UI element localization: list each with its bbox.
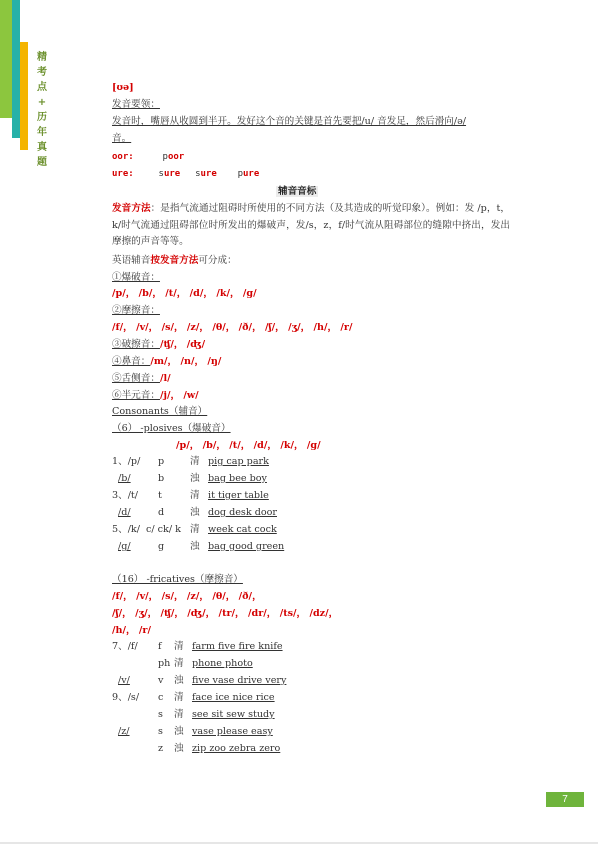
sidebar-teal-bar bbox=[12, 0, 20, 138]
page-number: 7 bbox=[546, 792, 584, 807]
examples-cell: week cat cock bbox=[208, 524, 277, 535]
phoneme-cell: 5、/k/ bbox=[112, 524, 140, 535]
letters-cell: s bbox=[158, 726, 163, 737]
classify-term: 按发音方法 bbox=[150, 255, 199, 266]
phoneme-cell: 3、/t/ bbox=[112, 490, 139, 501]
cat-affricate-label: ③破擦音： bbox=[112, 339, 160, 350]
method-text: ：是指气流通过阻碍时所使用的不同方法（及其造成的听觉印象）。例如：发 /p，t，k/时气流通过阻碍部位时所发出的爆破声，发/s，z，f/时气流从阻碍部位的缝隙中挤出，发出摩擦的声音等等。 bbox=[112, 203, 510, 247]
cat-affricate-list: /ʧ/， /ʤ/ bbox=[159, 339, 206, 350]
phoneme-cell: 9、/s/ bbox=[112, 692, 140, 703]
examples-cell: bag bee boy bbox=[208, 473, 267, 484]
cat-semivowel bbox=[112, 390, 199, 402]
letters-cell: b bbox=[158, 473, 165, 484]
method-term: 发音方法 bbox=[112, 203, 151, 214]
cat-lateral bbox=[112, 373, 171, 385]
letters-cell: f bbox=[158, 641, 162, 652]
cat-lateral-label: ⑤舌侧音： bbox=[112, 373, 160, 384]
letters-cell: ph bbox=[158, 658, 171, 669]
type-cell: 清 bbox=[190, 456, 200, 467]
examples-cell: face ice nice rice bbox=[192, 692, 275, 703]
type-cell: 清 bbox=[190, 490, 200, 501]
letters-cell: d bbox=[158, 507, 165, 518]
examples-cell: phone photo bbox=[192, 658, 253, 669]
fricatives-list-line3: /h/， /r/ bbox=[112, 625, 151, 636]
phoneme-cell: 7、/f/ bbox=[112, 641, 138, 652]
cat-plosive-list: /p/， /b/， /t/， /d/， /k/， /g/ bbox=[112, 288, 257, 299]
method-paragraph bbox=[112, 201, 510, 251]
type-cell: 清 bbox=[174, 658, 184, 669]
sidebar-label: 精 考 点 + 历 年 真 题 bbox=[37, 52, 47, 168]
type-cell: 清 bbox=[174, 709, 184, 720]
ure-word1-prefix: s bbox=[158, 169, 164, 179]
vowel-desc-line1: 发音时，嘴唇从收圆到半开。发好这个音的关键是首先要把/u/ 音发足，然后滑向/ə/ bbox=[112, 116, 467, 127]
cat-plosive-label: ①爆破音： bbox=[112, 272, 160, 283]
type-cell: 浊 bbox=[174, 743, 184, 754]
fricatives-list-line1: /f/， /v/， /s/， /z/， /θ/， /ð/， bbox=[112, 591, 262, 602]
oor-label: oor: bbox=[112, 152, 134, 162]
cat-lateral-list: /l/ bbox=[159, 373, 171, 384]
consonant-heading-text: 辅音音标 bbox=[278, 186, 317, 197]
oor-word-suffix: oor bbox=[167, 152, 185, 162]
cat-fricative-label: ②摩擦音： bbox=[112, 305, 160, 316]
letters-cell: s bbox=[158, 709, 163, 720]
phoneme-cell: /d/ bbox=[118, 507, 131, 518]
examples-cell: five vase drive very bbox=[192, 675, 287, 686]
cat-fricative-list: /f/， /v/， /s/， /z/， /θ/， /ð/， /ʃ/， /ʒ/， /h/， /r/ bbox=[112, 322, 353, 333]
sidebar-orange-bar bbox=[20, 42, 28, 150]
type-cell: 浊 bbox=[174, 675, 184, 686]
cat-semivowel-label: ⑥半元音： bbox=[112, 390, 160, 401]
consonants-title: Consonants（辅音） bbox=[112, 406, 208, 417]
phoneme-cell: /b/ bbox=[118, 473, 131, 484]
letters-cell: c/ ck/ k bbox=[146, 524, 181, 535]
letters-cell: t bbox=[158, 490, 162, 501]
phoneme-cell: 1、/p/ bbox=[112, 456, 141, 467]
vowel-title: [ʊə] bbox=[112, 82, 134, 93]
letters-cell: p bbox=[158, 456, 165, 467]
ure-word3-prefix: p bbox=[237, 169, 244, 179]
type-cell: 浊 bbox=[190, 507, 200, 518]
oor-word-prefix: p bbox=[162, 152, 168, 162]
examples-cell: vase please easy bbox=[192, 726, 273, 737]
plosives-list: /p/， /b/， /t/， /d/， /k/， /g/ bbox=[176, 440, 321, 451]
ure-word3-suffix: ure bbox=[243, 169, 260, 179]
classify-line bbox=[112, 255, 237, 267]
cat-nasal-label: ④鼻音： bbox=[112, 356, 151, 367]
cat-nasal bbox=[112, 356, 221, 368]
vowel-desc-line2: 音。 bbox=[112, 133, 132, 144]
fricatives-list-line2: /ʃ/， /ʒ/， /ʧ/， /ʤ/， /tr/， /dr/， /ts/， /dz/， bbox=[112, 608, 339, 619]
cat-semivowel-list: /j/， /w/ bbox=[159, 390, 199, 401]
type-cell: 清 bbox=[174, 692, 184, 703]
letters-cell: g bbox=[158, 541, 165, 552]
type-cell: 清 bbox=[190, 524, 200, 535]
type-cell: 浊 bbox=[190, 541, 200, 552]
oor-row bbox=[112, 151, 184, 163]
phoneme-cell: /v/ bbox=[118, 675, 130, 686]
cat-affricate bbox=[112, 339, 205, 351]
examples-cell: zip zoo zebra zero bbox=[192, 743, 281, 754]
examples-cell: bag good green bbox=[208, 541, 285, 552]
classify-post: 可分成： bbox=[198, 255, 237, 266]
phoneme-cell: /g/ bbox=[118, 541, 131, 552]
consonant-heading bbox=[276, 186, 318, 198]
sidebar-green-bar bbox=[0, 0, 12, 118]
vowel-key-label: 发音要领： bbox=[112, 99, 160, 110]
examples-cell: farm five fire knife bbox=[192, 641, 283, 652]
classify-pre: 英语辅音 bbox=[112, 255, 151, 266]
letters-cell: c bbox=[158, 692, 164, 703]
ure-word2-prefix: s bbox=[195, 169, 201, 179]
type-cell: 清 bbox=[174, 641, 184, 652]
ure-word2-suffix: ure bbox=[200, 169, 217, 179]
examples-cell: pig cap park bbox=[208, 456, 269, 467]
ure-label: ure: bbox=[112, 169, 134, 179]
fricatives-header: （16） -fricatives（摩擦音） bbox=[112, 574, 243, 585]
plosives-header: （6） -plosives（爆破音） bbox=[112, 423, 231, 434]
examples-cell: dog desk door bbox=[208, 507, 277, 518]
type-cell: 浊 bbox=[174, 726, 184, 737]
type-cell: 浊 bbox=[190, 473, 200, 484]
phoneme-cell: /z/ bbox=[118, 726, 130, 737]
letters-cell: z bbox=[158, 743, 164, 754]
examples-cell: see sit sew study bbox=[192, 709, 275, 720]
examples-cell: it tiger table bbox=[208, 490, 269, 501]
ure-row bbox=[112, 168, 259, 180]
letters-cell: v bbox=[158, 675, 164, 686]
ure-word1-suffix: ure bbox=[163, 169, 181, 179]
cat-nasal-list: /m/， /n/， /ŋ/ bbox=[150, 356, 222, 367]
